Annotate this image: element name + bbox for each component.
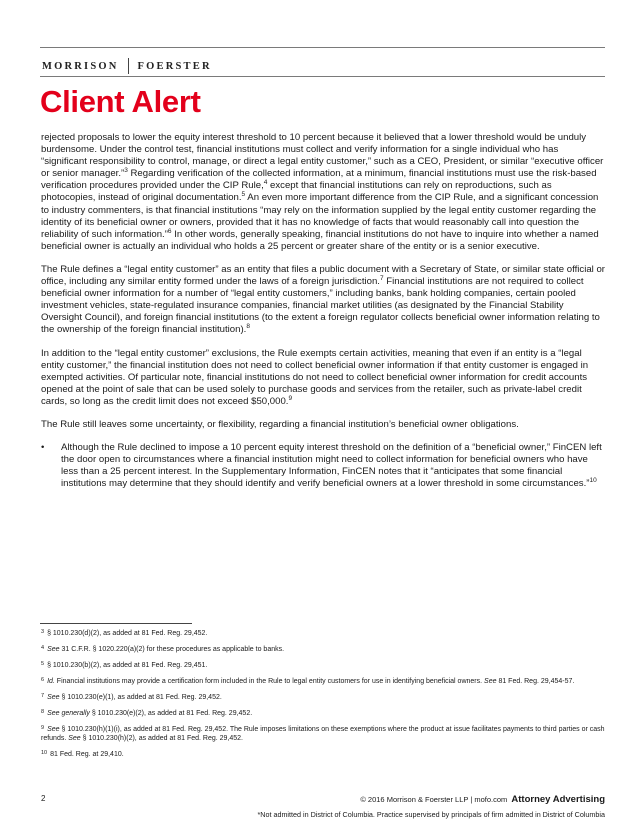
footer-copyright [360, 794, 605, 805]
logo-right: FOERSTER [137, 60, 212, 72]
header-bottom-rule [40, 76, 605, 77]
logo-divider [128, 58, 129, 74]
header-top-rule [40, 47, 605, 48]
footnote-ref-8[interactable]: 8 [246, 323, 250, 331]
bullet-item [41, 442, 606, 490]
paragraph-2: The Rule defines a “legal entity customer” as an entity that files a public document with a Secretary of State, or similar state official or office, including any similar entity formed under the laws of a foreign jurisdiction.$^7$ Financial institutions are not required to collect beneficial owner information for a number of “legal entity customers,” including banks, bank holding companies, certain pooled investment vehicles, state-regulated insurance companies, financial market utilities (as designated by the Financial Stability Oversight Council), and foreign financial institutions (to the extent a foreign regulator collects beneficial owner information relating to the ownership of the foreign financial institution).$^8$ [41, 263, 605, 336]
footnote-3: $^3$ § 1010.230(d)(2), as added at 81 Fed. Reg. 29,452. [41, 629, 208, 637]
logo-left: MORRISON [42, 60, 119, 72]
paragraph-1: rejected proposals to lower the equity interest threshold to 10 percent because it believed that a lower threshold would be unduly burdensome. Under the control test, financial institutions must collect and verify information for a single individual who has “significant responsibility to control, manage, or direct a legal entity customer,” such as a CEO, President, or similar “executive officer or senior manager.”$^3$ Regarding verification of the collected information, at a minimum, financial institutions must use the risk-based verification procedures provided under the CIP Rule,$^4$ except that financial institutions can rely on reproductions, such as photocopies, instead of original documentation.$^5$ An even more important difference from the CIP Rule, and a significant concession to industry commenters, is that financial institutions “may rely on the information supplied by the legal entity customer regarding the identity of its beneficial owner or owners, provided that it has no knowledge of facts that would reasonably call into question the reliability of such information.”$^6$ In other words, generally speaking, financial institutions do not have to inquire into whether a named beneficial owner is actually an individual who holds a 25 percent or greater share of the entity or is a senior executive. [41, 132, 604, 252]
copyright-text[interactable]: © 2016 Morrison & Foerster LLP | mofo.com [360, 795, 508, 804]
paragraph-3: In addition to the “legal entity customer” exclusions, the Rule exempts certain activities, meaning that even if an entity is a “legal entity customer,” the financial institution does not need to collect beneficial owner information if that entity customer is engaged in exempted activities. Of particular note, financial institutions do not need to collect beneficial owner information for credit accounts opened at the point of sale that can be used solely to purchase goods and services from the retailer, such as private-label credit cards, so long as the credit limit does not exceed $50,000.$^9$ [41, 347, 589, 407]
footnote-9: $^9$ See § 1010.230(h)(1)(i), as added at 81 Fed. Reg. 29,452. The Rule imposes limitations on these exemptions where the product at issue facilitates payments to third parties or cash refunds. See § 1010.230(h)(2), as added at 81 Fed. Reg. 29,452. [41, 725, 605, 742]
footnote-ref-10[interactable]: 10 [589, 477, 597, 485]
footnotes [41, 628, 606, 765]
footnote-5: $^5$ § 1010.230(b)(2), as added at 81 Fed. Reg. 29,451. [41, 661, 208, 669]
footnote-10: $^{10}$ 81 Fed. Reg. at 29,410. [41, 750, 124, 758]
footnote-ref-7[interactable]: 7 [379, 275, 384, 283]
footnote-divider [40, 623, 192, 624]
footnote-ref-6[interactable]: 6 [167, 227, 172, 235]
page-number: 2 [41, 794, 46, 803]
article-body [41, 132, 606, 490]
footnote-ref-3[interactable]: 3 [124, 167, 128, 175]
footnote-ref-4[interactable]: 4 [263, 179, 268, 187]
footnote-8: $^8$ See generally § 1010.230(e)(2), as added at 81 Fed. Reg. 29,452. [41, 709, 253, 717]
footnote-ref-5[interactable]: 5 [241, 191, 246, 199]
footnote-4: $^4$ See 31 C.F.R. § 1020.220(a)(2) for these procedures as applicable to banks. [41, 645, 285, 653]
firm-logo [42, 58, 212, 74]
footer-note: *Not admitted in District of Columbia. Practice supervised by principals of firm admitted in District of Columbia [257, 810, 605, 819]
footnote-6: $^6$ Id. Financial institutions may provide a certification form included in the Rule to legal entity customers for use in identifying beneficial owners. See 81 Fed. Reg. 29,454-57. [41, 677, 575, 685]
paragraph-4: The Rule still leaves some uncertainty, or flexibility, regarding a financial institution’s beneficial owner obligations. [41, 418, 519, 430]
footnote-ref-9[interactable]: 9 [288, 394, 293, 402]
bullet-text: Although the Rule declined to impose a 10 percent equity interest threshold on the definition of a “beneficial owner,” FinCEN left the door open to circumstances where a financial institution might need to collect information for beneficial owners who have less than a 25 percent interest. In the Supplementary Information, FinCEN notes that it “anticipates that some financial institutions may determine that they should identify and verify beneficial owners at a lower threshold in some circumstances.”$^{10}$ [61, 442, 602, 490]
page-title: Client Alert [40, 84, 201, 119]
bullet-icon: • [41, 442, 45, 454]
attorney-advertising: Attorney Advertising [511, 794, 605, 805]
footnote-7: $^7$ See § 1010.230(e)(1), as added at 81 Fed. Reg. 29,452. [41, 693, 222, 701]
